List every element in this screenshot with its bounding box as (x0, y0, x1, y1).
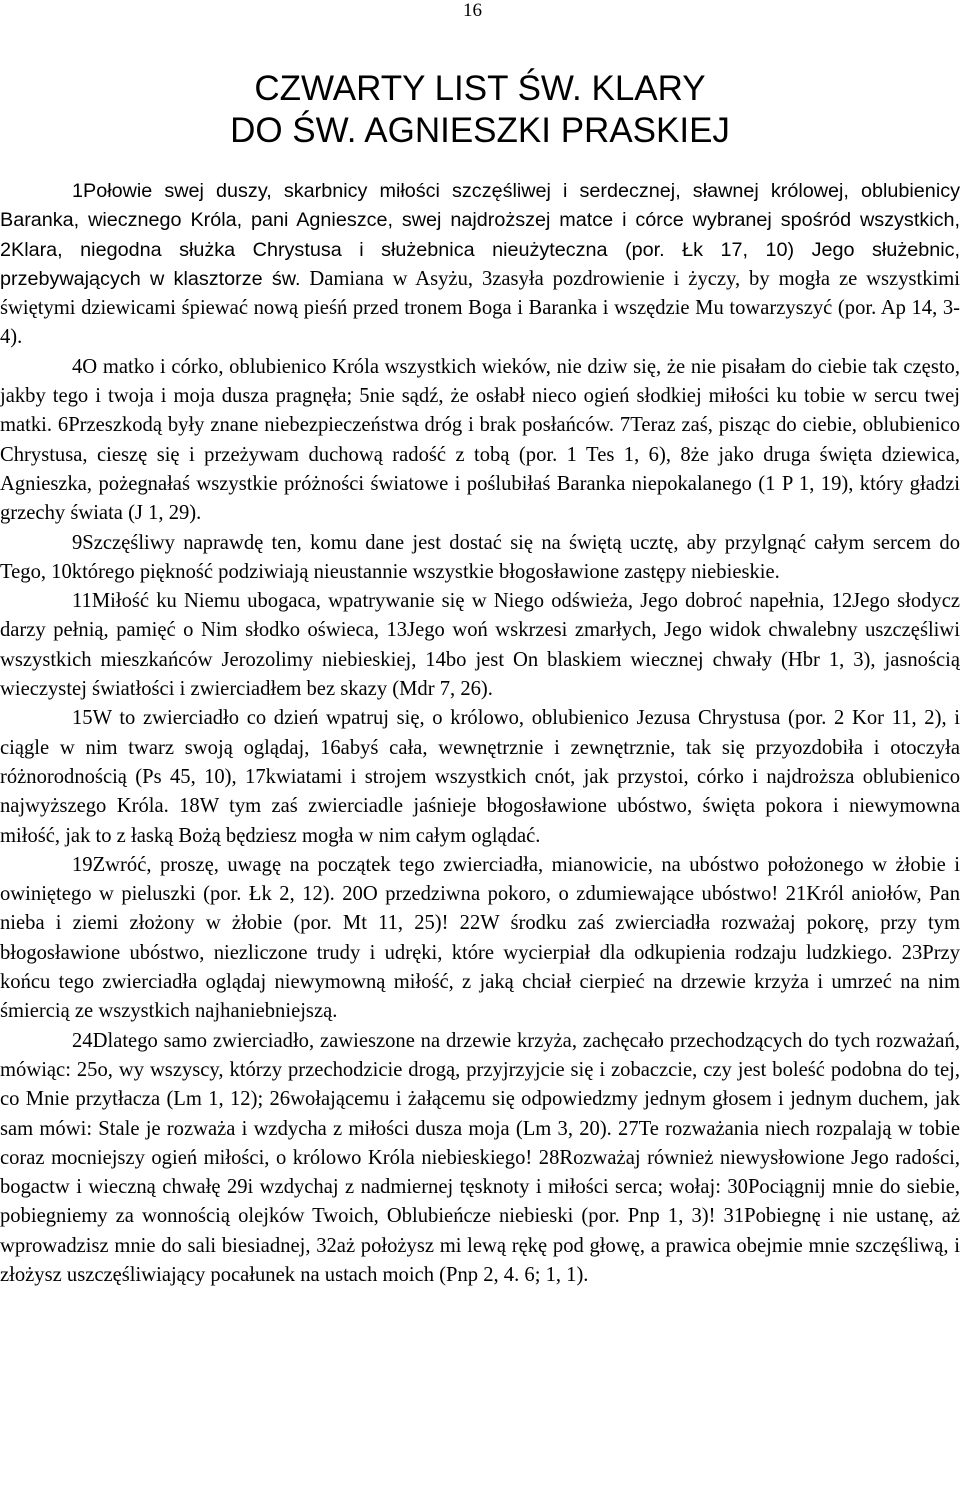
letter-body (0, 177, 960, 1290)
paragraph-2: 4O matko i córko, oblubienico Króla wszystkich wieków, nie dziw się, że nie pisałam do ciebie tak często, jakby tego i twoja i moja dusza pragnęła; 5nie sądź, że osłabł nieco ogień słodkiej miłości ku tobie w sercu twej matki. 6Przeszkodą były znane niebezpieczeństwa dróg i brak posłańców. 7Teraz zaś, pisząc do ciebie, oblubienico Chrystusa, cieszę się i przeżywam duchową radość z tobą (por. 1 Tes 1, 6), 8że jako druga święta dziewica, Agnieszka, pożegnałaś wszystkie próżności światowe i poślubiłaś Baranka niepokalanego (1 P 1, 19), który gładzi grzechy świata (J 1, 29). (0, 355, 960, 525)
page-title (0, 68, 960, 152)
title-line-1: CZWARTY LIST ŚW. KLARY (254, 69, 706, 108)
paragraph-5: 15W to zwierciadło co dzień wpatruj się, o królowo, oblubienico Jezusa Chrystusa (por. 2 Kor 11, 2), i ciągle w nim twarz swoją oglądaj, 16abyś cała, wewnętrznie i zewnętrznie, tak się przyozdobiła i otoczyła różnorodnością (Ps 45, 10), 17kwiatami i strojem wszystkich cnót, jak przystoi, córko i najdroższa oblubienico najwyższego Króla. 18W tym zaś zwierciadle jaśnieje błogosławione ubóstwo, święta pokora i niewymowna miłość, jak to z łaską Bożą będziesz mogła w nim całym oglądać. (0, 707, 960, 847)
paragraph-6: 19Zwróć, proszę, uwagę na początek tego zwierciadła, mianowicie, na ubóstwo położonego w żłobie i owiniętego w pieluszki (por. Łk 2, 12). 20O przedziwna pokoro, o zdumiewające ubóstwo! 21Król aniołów, Pan nieba i ziemi złożony w żłobie (por. Mt 11, 25)! 22W środku zaś zwierciadła rozważaj pokorę, przy tym błogosławione ubóstwo, niezliczone trudy i udręki, które wycierpiał dla odkupienia rodzaju ludzkiego. 23Przy końcu tego zwierciadła oglądaj niewymowną miłość, z jaką chciał cierpieć na drzewie krzyża i umrzeć na nim śmiercią ze wszystkich najhaniebniejszą. (0, 853, 960, 1023)
paragraph-3: 9Szczęśliwy naprawdę ten, komu dane jest dostać się na świętą ucztę, aby przylgnąć całym sercem do Tego, 10którego piękność podziwiają nieustannie wszystkie błogosławione zastępy niebieskie. (0, 531, 960, 583)
page-number: 16 (463, 0, 482, 21)
paragraph-4: 11Miłość ku Niemu ubogaca, wpatrywanie się w Niego odświeża, Jego dobroć napełnia, 12Jego słodycz darzy pełnią, pamięć o Nim słodko oświeca, 13Jego woń wskrzesi zmarłych, Jego widok chwalebny uszczęśliwi wszystkich mieszkańców Jerozolimy niebieskiej, 14bo jest On blaskiem wiecznej chwały (Hbr 1, 3), jasnością wieczystej światłości i zwierciadłem bez skazy (Mdr 7, 26). (0, 590, 960, 701)
paragraph-1 (0, 177, 960, 353)
title-line-2: DO ŚW. AGNIESZKI PRASKIEJ (230, 111, 730, 150)
paragraph-1-serif-part: Damiana w Asyżu, 3zasyła pozdrowienie i życzy, by mogła ze wszystkimi świętymi dziewicami śpiewać nową pieśń przed tronem Boga i Baranka i wszędzie Mu towarzyszyć (por. Ap 14, 3-4). (0, 267, 960, 349)
paragraph-1-sans-part: 1Połowie swej duszy, skarbnicy miłości szczęśliwej i serdecznej, sławnej królowej, oblubienicy Baranka, wiecznego Króla, pani Agnieszce, swej najdroższej matce i córce wybranej spośród wszystkich, 2Klara, niegodna służka Chrystusa i służebnica nieużyteczna (por. Łk 17, 10) Jego służebnic, przebywających w klasztorze św. (0, 180, 960, 290)
paragraph-7: 24Dlatego samo zwierciadło, zawieszone na drzewie krzyża, zachęcało przechodzących do tych rozważań, mówiąc: 25o, wy wszyscy, którzy przechodzicie drogą, przyjrzyjcie się i zobaczcie, czy jest boleść podobna do tej, co Mnie przytłacza (Lm 1, 12); 26wołającemu i żałącemu się odpowiedzmy jednym głosem i jednym duchem, jak sam mówi: Stale je rozważa i wzdycha z miłości dusza moja (Lm 3, 20). 27Te rozważania niech rozpalają w tobie coraz mocniejszy ogień miłości, o królowo Króla niebieskiego! 28Rozważaj również niewysłowione Jego radości, bogactw i wieczną chwałę 29i wzdychaj z nadmiernej tęsknoty i miłości serca; wołaj: 30Pociągnij mnie do siebie, pobiegniemy za wonnością olejków Twoich, Oblubieńcze niebieski (por. Pnp 1, 3)! 31Pobiegnę i nie ustanę, aż wprowadzisz mnie do sali biesiadnej, 32aż położysz mi lewą rękę pod głowę, a prawica obejmie mnie szczęśliwą, i złożysz uszczęśliwiający pocałunek na ustach moich (Pnp 2, 4. 6; 1, 1). (0, 1029, 960, 1286)
